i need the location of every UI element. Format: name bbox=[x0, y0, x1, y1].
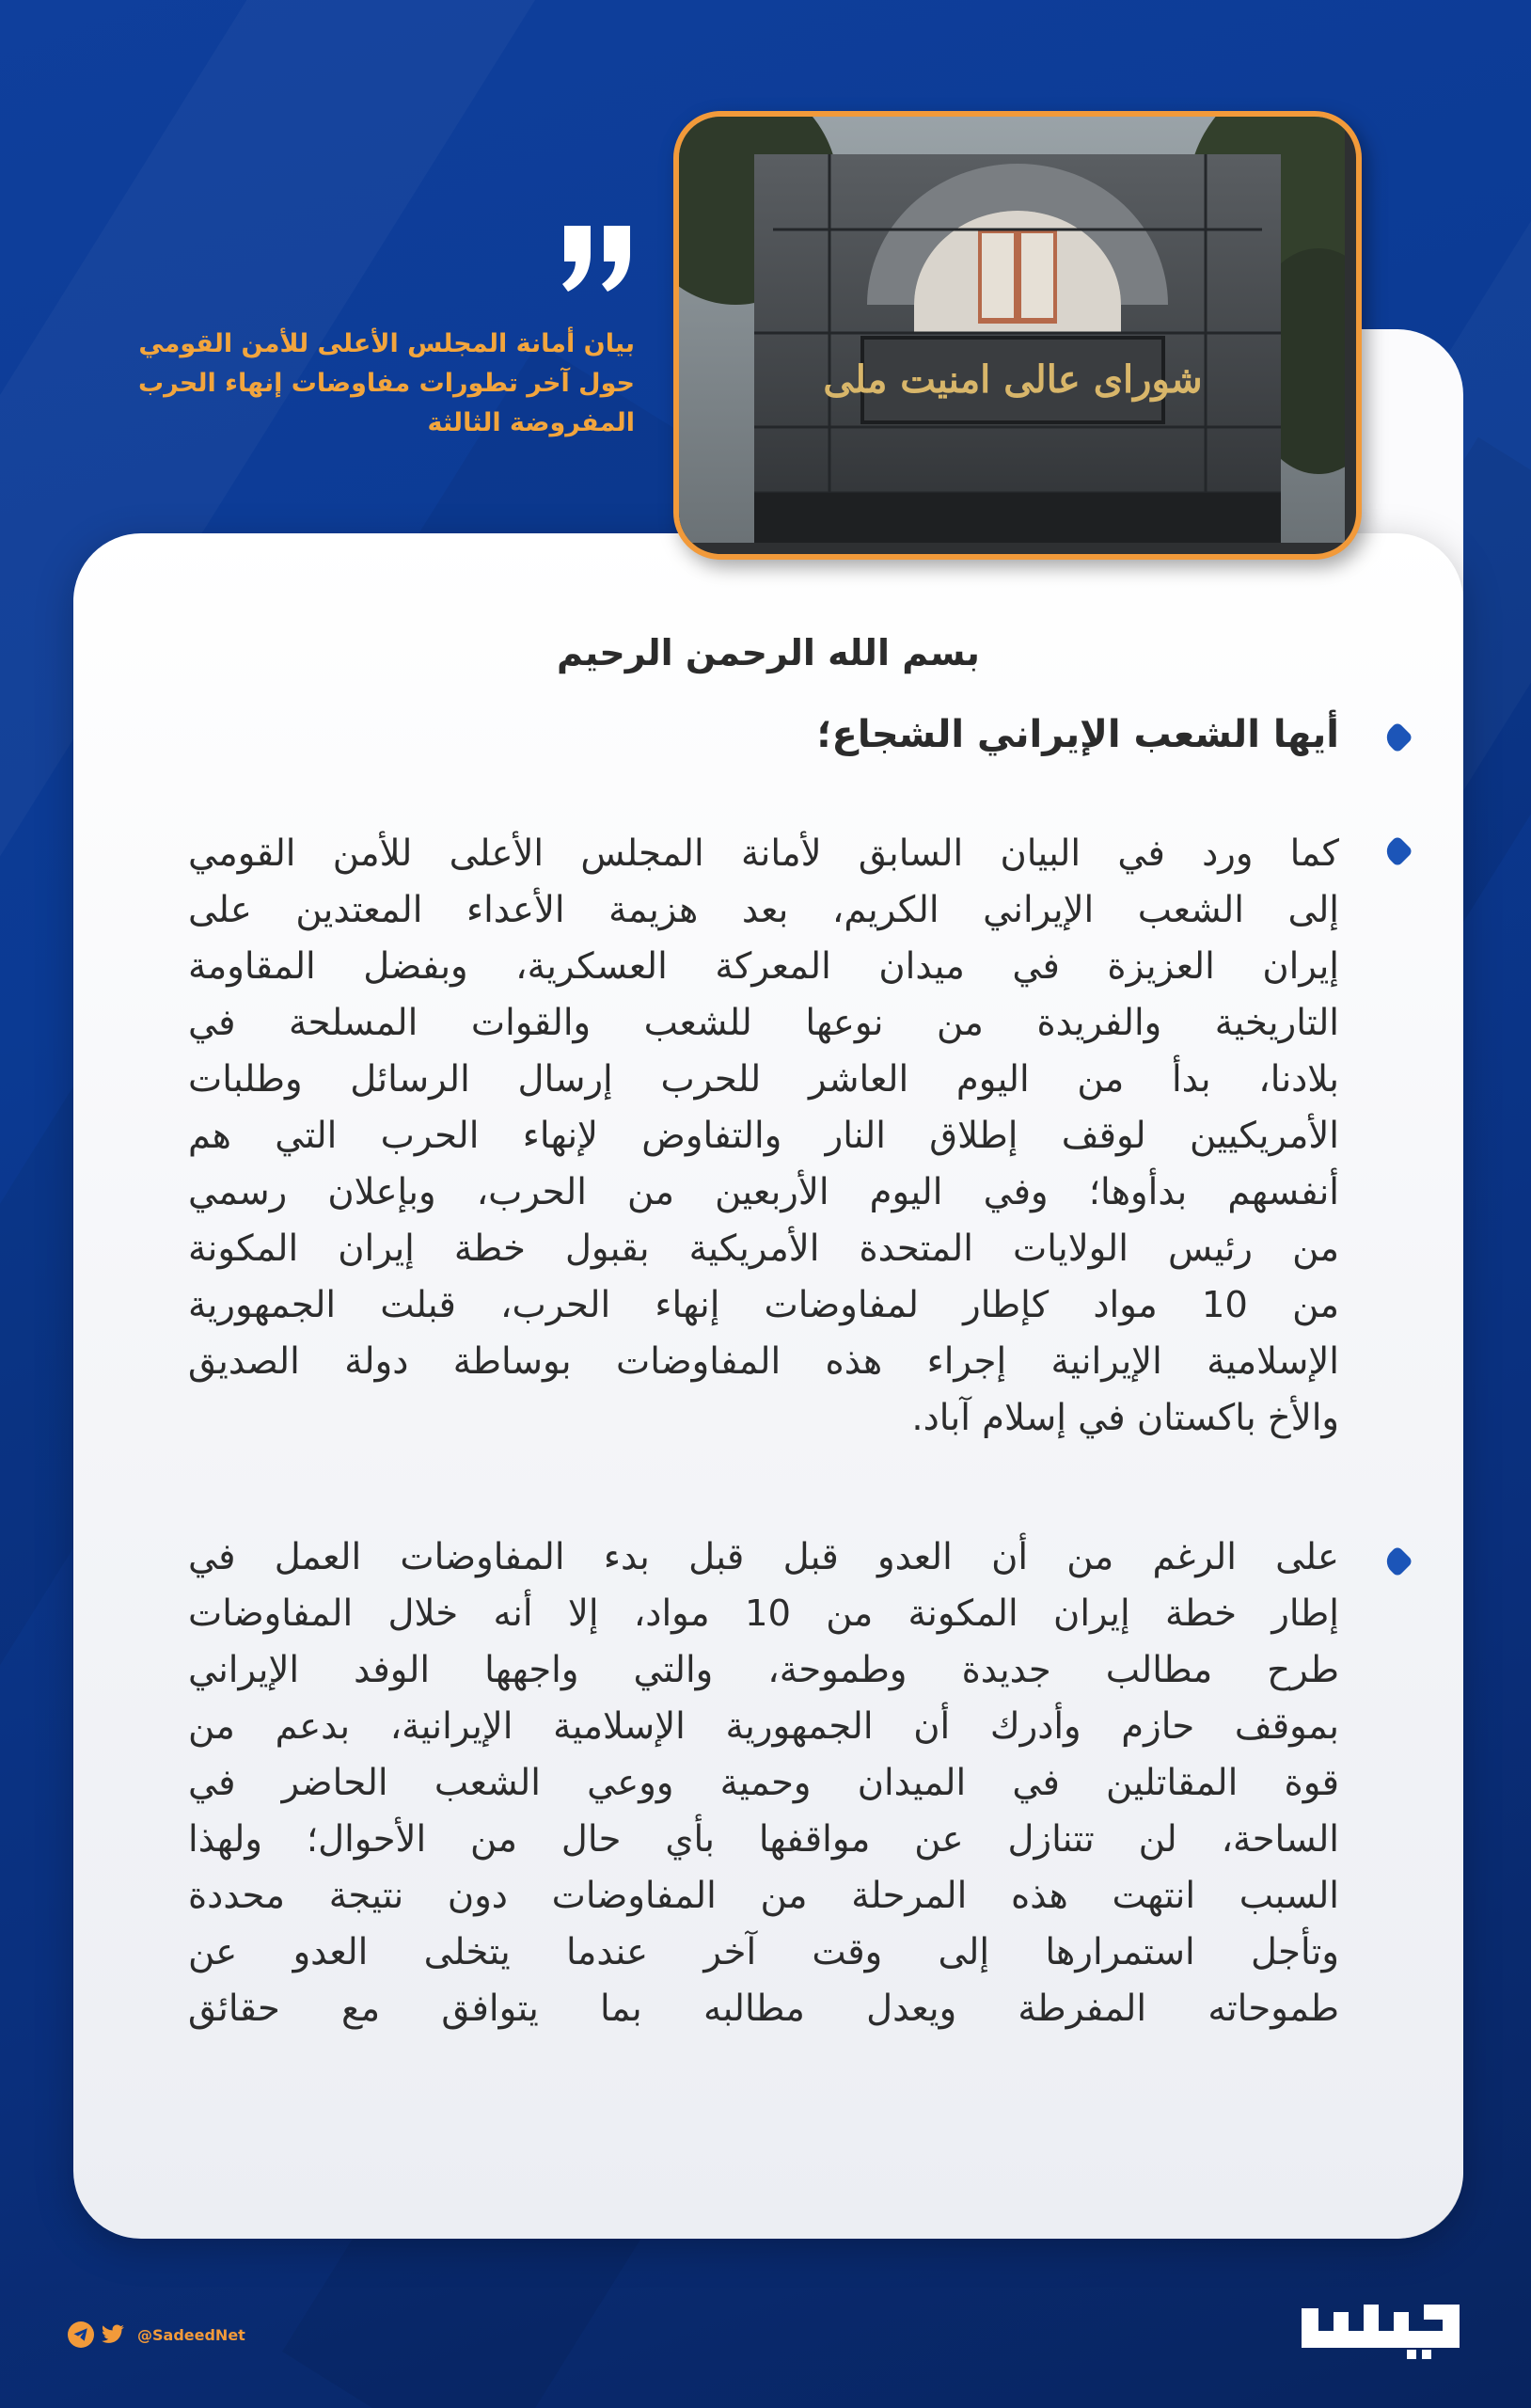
sadeed-logo bbox=[1296, 2295, 1465, 2363]
text-line: والأخ باكستان في إسلام آباد. bbox=[911, 1397, 1339, 1439]
basmala: بسم الله الرحمن الرحيم bbox=[557, 632, 980, 673]
paragraph-2 bbox=[188, 1529, 1339, 2037]
text-line: بلادنا، بدأ من اليوم العاشر للحرب إرسال الرسائل وطلبات bbox=[188, 1058, 1339, 1101]
text-line: التاريخية والفريدة من نوعها للشعب والقوات المسلحة في bbox=[188, 1002, 1339, 1044]
social-links bbox=[68, 2319, 245, 2351]
text-line: إلى الشعب الإيراني الكريم، بعد هزيمة الأعداء المعتدين على bbox=[188, 889, 1339, 931]
heading: أيها الشعب الإيراني الشجاع؛ bbox=[816, 713, 1339, 756]
text-line: كما ورد في البيان السابق لأمانة المجلس الأعلى للأمن القومي bbox=[188, 832, 1339, 875]
caption-line: بيان أمانة المجلس الأعلى للأمن القومي bbox=[138, 329, 635, 358]
social-handle[interactable]: @SadeedNet bbox=[137, 2325, 245, 2344]
text-line: الساحة، لن تتنازل عن مواقفها بأي حال من الأحوال؛ ولهذا bbox=[188, 1818, 1339, 1861]
text-line: إيران العزيزة في ميدان المعركة العسكرية، وبفضل المقاومة bbox=[188, 945, 1339, 988]
text-line: الأمريكيين لوقف إطلاق النار والتفاوض لإنهاء الحرب التي هم bbox=[188, 1115, 1339, 1157]
text-line: طموحاته المفرطة ويعدل مطالبه بما يتوافق مع حقائق bbox=[188, 1988, 1339, 2030]
text-line: من 10 مواد كإطار لمفاوضات إنهاء الحرب، قبلت الجمهورية bbox=[188, 1284, 1340, 1326]
caption-line: حول آخر تطورات مفاوضات إنهاء الحرب bbox=[138, 369, 635, 398]
statement-caption bbox=[103, 325, 635, 443]
text-line: قوة المقاتلين في الميدان وحمية ووعي الشعب الحاضر في bbox=[188, 1762, 1339, 1804]
telegram-icon[interactable] bbox=[68, 2321, 94, 2348]
text-line: الإسلامية الإيرانية إجراء هذه المفاوضات بوساطة دولة الصديق bbox=[188, 1340, 1339, 1383]
building-photo bbox=[673, 111, 1362, 560]
quote-icon bbox=[555, 226, 639, 292]
sign-text: شورای عالی امنیت ملی bbox=[823, 357, 1203, 402]
text-line: السبب انتهت هذه المرحلة من المفاوضات دون نتيجة محددة bbox=[188, 1875, 1339, 1917]
text-line: على الرغم من أن العدو قبل قبل بدء المفاوضات العمل في bbox=[188, 1536, 1339, 1578]
text-line: طرح مطالب جديدة وطموحة، والتي واجهها الوفد الإيراني bbox=[188, 1649, 1339, 1691]
text-line: أنفسهم بدأوها؛ وفي اليوم الأربعين من الحرب، وبإعلان رسمي bbox=[188, 1171, 1339, 1213]
twitter-icon[interactable] bbox=[100, 2321, 126, 2348]
text-line: بموقف حازم وأدرك أن الجمهورية الإسلامية الإيرانية، بدعم من bbox=[188, 1705, 1339, 1748]
caption-line: المفروضة الثالثة bbox=[427, 408, 635, 437]
paragraph-1 bbox=[188, 826, 1339, 1447]
text-line: إطار خطة إيران المكونة من 10 مواد، إلا أنه خلال المفاوضات bbox=[188, 1592, 1339, 1635]
text-line: من رئيس الولايات المتحدة الأمريكية بقبول خطة إيران المكونة bbox=[188, 1228, 1339, 1270]
text-line: وتأجل استمرارها إلى وقت آخر عندما يتخلى العدو عن bbox=[188, 1931, 1339, 1973]
